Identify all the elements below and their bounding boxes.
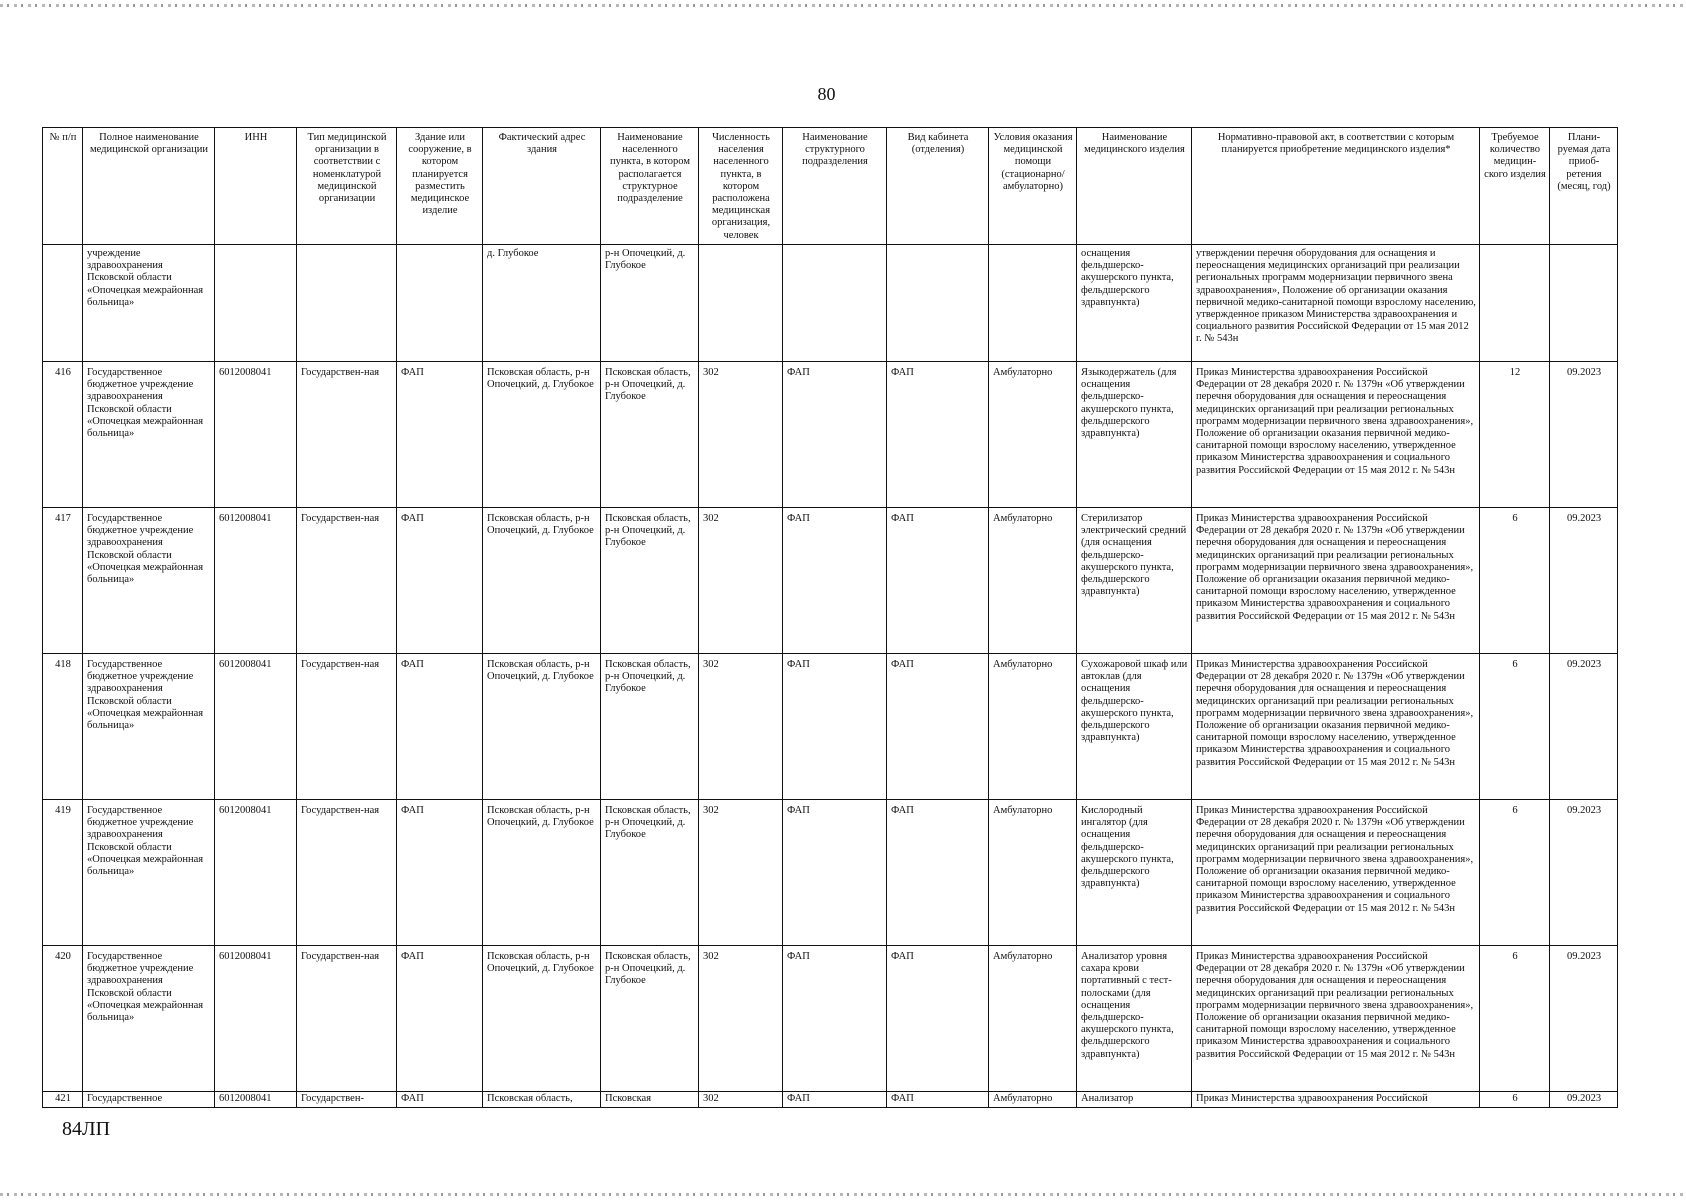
cell-cabinet: ФАП: [887, 946, 989, 1092]
header-cell: ИНН: [215, 128, 297, 245]
cell-division: ФАП: [783, 508, 887, 654]
cell-division: ФАП: [783, 1092, 887, 1108]
header-cell: № п/п: [43, 128, 83, 245]
document-code: 84ЛП: [62, 1118, 111, 1140]
equipment-table: [42, 127, 1618, 1108]
cell-settlement: Псковская область, р-н Опочецкий, д. Глубокое: [601, 654, 699, 800]
cell-type: Государствен-: [297, 1092, 397, 1108]
header-cell: Условия оказания медицинской помощи (стационарно/ амбулаторно): [989, 128, 1077, 245]
cell-type: [297, 245, 397, 362]
page-number: 80: [817, 84, 836, 104]
cell-population: [699, 245, 783, 362]
cell-device: Сухожаровой шкаф или автоклав (для оснащения фельдшерско-акушерского пункта, фельдшерского здравпункта): [1077, 654, 1192, 800]
cell-building: ФАП: [397, 946, 483, 1092]
header-cell: Полное наименование медицинской организации: [83, 128, 215, 245]
cell-qty: [1480, 245, 1550, 362]
cell-act: Приказ Министерства здравоохранения Российской Федерации от 28 декабря 2020 г. № 1379н «Об утверждении перечня оборудования для оснащения и переоснащения медицинских организаций при реализации региональных программ модернизации первичного звена здравоохранения», Положение об организации оказания первичной медико-санитарной помощи взрослому населению, утвержденное приказом Министерства здравоохранения и социального развития Российской Федерации от 15 мая 2012 г. № 543н: [1192, 654, 1480, 800]
cell-act: Приказ Министерства здравоохранения Российской Федерации от 28 декабря 2020 г. № 1379н «Об утверждении перечня оборудования для оснащения и переоснащения медицинских организаций при реализации региональных программ модернизации первичного звена здравоохранения», Положение об организации оказания первичной медико-санитарной помощи взрослому населению, утвержденное приказом Министерства здравоохранения и социального развития Российской Федерации от 15 мая 2012 г. № 543н: [1192, 508, 1480, 654]
header-cell: Наименование населенного пункта, в котором располагается структурное подразделение: [601, 128, 699, 245]
cell-inn: 6012008041: [215, 800, 297, 946]
cell-org: Государственное бюджетное учреждение здравоохранения Псковской области «Опочецкая межрайонная больница»: [83, 946, 215, 1092]
cell-conditions: Амбулаторно: [989, 362, 1077, 508]
cell-qty: 12: [1480, 362, 1550, 508]
cell-num: 421: [43, 1092, 83, 1108]
cell-qty: 6: [1480, 1092, 1550, 1108]
cell-settlement: Псковская область, р-н Опочецкий, д. Глубокое: [601, 800, 699, 946]
cell-type: Государствен-ная: [297, 508, 397, 654]
cell-division: ФАП: [783, 654, 887, 800]
cell-date: 09.2023: [1550, 946, 1618, 1092]
table-row: [43, 362, 1618, 508]
header-cell: Тип медицинской организации в соответствии с номенклатурой медицинской организации: [297, 128, 397, 245]
cell-building: ФАП: [397, 800, 483, 946]
cell-device: Стерилизатор электрический средний (для оснащения фельдшерско-акушерского пункта, фельдшерского здравпункта): [1077, 508, 1192, 654]
header-cell: Плани-руемая дата приоб-ретения (месяц, год): [1550, 128, 1618, 245]
cell-qty: 6: [1480, 654, 1550, 800]
cell-building: ФАП: [397, 1092, 483, 1108]
header-cell: Численность населения населенного пункта, в котором расположена медицинская организация, человек: [699, 128, 783, 245]
cell-cabinet: ФАП: [887, 1092, 989, 1108]
cell-org: Государственное: [83, 1092, 215, 1108]
header-cell: Наименование медицинского изделия: [1077, 128, 1192, 245]
table-row-partial: [43, 1092, 1618, 1108]
cell-date: 09.2023: [1550, 800, 1618, 946]
cell-conditions: Амбулаторно: [989, 508, 1077, 654]
cell-address: Псковская область, р-н Опочецкий, д. Глубокое: [483, 362, 601, 508]
header-cell: Здание или сооружение, в котором планируется разместить медицинское изделие: [397, 128, 483, 245]
table-row: [43, 508, 1618, 654]
cell-inn: 6012008041: [215, 654, 297, 800]
cell-type: Государствен-ная: [297, 362, 397, 508]
cell-act: Приказ Министерства здравоохранения Российской: [1192, 1092, 1480, 1108]
table-row: [43, 800, 1618, 946]
cell-cabinet: ФАП: [887, 362, 989, 508]
table-row: [43, 654, 1618, 800]
cell-cabinet: [887, 245, 989, 362]
cell-inn: 6012008041: [215, 1092, 297, 1108]
cell-num: 419: [43, 800, 83, 946]
cell-device: Анализатор: [1077, 1092, 1192, 1108]
cell-conditions: Амбулаторно: [989, 654, 1077, 800]
scan-edge-top: [0, 4, 1686, 7]
cell-conditions: Амбулаторно: [989, 946, 1077, 1092]
cell-act: Приказ Министерства здравоохранения Российской Федерации от 28 декабря 2020 г. № 1379н «Об утверждении перечня оборудования для оснащения и переоснащения медицинских организаций при реализации региональных программ модернизации первичного звена здравоохранения», Положение об организации оказания первичной медико-санитарной помощи взрослому населению, утвержденное приказом Министерства здравоохранения и социального развития Российской Федерации от 15 мая 2012 г. № 543н: [1192, 946, 1480, 1092]
table-row-continuation: [43, 245, 1618, 362]
cell-settlement: Псковская область, р-н Опочецкий, д. Глубокое: [601, 508, 699, 654]
cell-qty: 6: [1480, 508, 1550, 654]
cell-division: ФАП: [783, 946, 887, 1092]
cell-settlement: Псковская область, р-н Опочецкий, д. Глубокое: [601, 946, 699, 1092]
cell-population: 302: [699, 508, 783, 654]
cell-date: 09.2023: [1550, 362, 1618, 508]
cell-org: Государственное бюджетное учреждение здравоохранения Псковской области «Опочецкая межрайонная больница»: [83, 654, 215, 800]
cell-inn: 6012008041: [215, 362, 297, 508]
cell-num: 417: [43, 508, 83, 654]
cell-conditions: Амбулаторно: [989, 800, 1077, 946]
cell-org: Государственное бюджетное учреждение здравоохранения Псковской области «Опочецкая межрайонная больница»: [83, 800, 215, 946]
cell-date: 09.2023: [1550, 654, 1618, 800]
cell-type: Государствен-ная: [297, 654, 397, 800]
cell-inn: 6012008041: [215, 508, 297, 654]
cell-cabinet: ФАП: [887, 508, 989, 654]
cell-org: Государственное бюджетное учреждение здравоохранения Псковской области «Опочецкая межрайонная больница»: [83, 508, 215, 654]
scan-edge-bottom: [0, 1193, 1686, 1196]
cell-address: Псковская область, р-н Опочецкий, д. Глубокое: [483, 946, 601, 1092]
cell-device: Языкодержатель (для оснащения фельдшерско-акушерского пункта, фельдшерского здравпункта): [1077, 362, 1192, 508]
cell-act: Приказ Министерства здравоохранения Российской Федерации от 28 декабря 2020 г. № 1379н «Об утверждении перечня оборудования для оснащения и переоснащения медицинских организаций при реализации региональных программ модернизации первичного звена здравоохранения», Положение об организации оказания первичной медико-санитарной помощи взрослому населению, утвержденное приказом Министерства здравоохранения и социального развития Российской Федерации от 15 мая 2012 г. № 543н: [1192, 800, 1480, 946]
cell-act: Приказ Министерства здравоохранения Российской Федерации от 28 декабря 2020 г. № 1379н «Об утверждении перечня оборудования для оснащения и переоснащения медицинских организаций при реализации региональных программ модернизации первичного звена здравоохранения», Положение об организации оказания первичной медико-санитарной помощи взрослому населению, утвержденное приказом Министерства здравоохранения и социального развития Российской Федерации от 15 мая 2012 г. № 543н: [1192, 362, 1480, 508]
cell-building: ФАП: [397, 654, 483, 800]
cell-building: ФАП: [397, 508, 483, 654]
header-cell: Фактический адрес здания: [483, 128, 601, 245]
cell-type: Государствен-ная: [297, 946, 397, 1092]
cell-division: ФАП: [783, 362, 887, 508]
cell-address: Псковская область, р-н Опочецкий, д. Глубокое: [483, 654, 601, 800]
cell-date: 09.2023: [1550, 1092, 1618, 1108]
cell-org: учреждение здравоохранения Псковской области «Опочецкая межрайонная больница»: [83, 245, 215, 362]
cell-address: Псковская область, р-н Опочецкий, д. Глубокое: [483, 800, 601, 946]
cell-num: 420: [43, 946, 83, 1092]
cell-num: 418: [43, 654, 83, 800]
cell-num: [43, 245, 83, 362]
header-cell: Вид кабинета (отделения): [887, 128, 989, 245]
cell-population: 302: [699, 800, 783, 946]
cell-device: оснащения фельдшерско-акушерского пункта, фельдшерского здравпункта): [1077, 245, 1192, 362]
cell-division: ФАП: [783, 800, 887, 946]
cell-address: Псковская область, р-н Опочецкий, д. Глубокое: [483, 508, 601, 654]
cell-cabinet: ФАП: [887, 800, 989, 946]
cell-address: Псковская область,: [483, 1092, 601, 1108]
cell-device: Анализатор уровня сахара крови портативный с тест-полосками (для оснащения фельдшерско-акушерского пункта, фельдшерского здравпункта): [1077, 946, 1192, 1092]
cell-inn: 6012008041: [215, 946, 297, 1092]
cell-settlement: Псковская: [601, 1092, 699, 1108]
header-cell: Требуемое количество медицин-ского изделия: [1480, 128, 1550, 245]
table-row: [43, 946, 1618, 1092]
cell-population: 302: [699, 362, 783, 508]
cell-conditions: Амбулаторно: [989, 1092, 1077, 1108]
cell-building: ФАП: [397, 362, 483, 508]
cell-org: Государственное бюджетное учреждение здравоохранения Псковской области «Опочецкая межрайонная больница»: [83, 362, 215, 508]
cell-num: 416: [43, 362, 83, 508]
cell-inn: [215, 245, 297, 362]
cell-qty: 6: [1480, 800, 1550, 946]
cell-building: [397, 245, 483, 362]
cell-settlement: Псковская область, р-н Опочецкий, д. Глубокое: [601, 362, 699, 508]
table-header-row: [43, 128, 1618, 245]
cell-act: утверждении перечня оборудования для оснащения и переоснащения медицинских организаций при реализации региональных программ модернизации первичного звена здравоохранения», Положение об организации оказания первичной медико-санитарной помощи взрослому населению, утвержденное приказом Министерства здравоохранения и социального развития Российской Федерации от 15 мая 2012 г. № 543н: [1192, 245, 1480, 362]
cell-settlement: р-н Опочецкий, д. Глубокое: [601, 245, 699, 362]
cell-date: [1550, 245, 1618, 362]
cell-cabinet: ФАП: [887, 654, 989, 800]
cell-date: 09.2023: [1550, 508, 1618, 654]
cell-qty: 6: [1480, 946, 1550, 1092]
cell-address: д. Глубокое: [483, 245, 601, 362]
header-cell: Наименование структурного подразделения: [783, 128, 887, 245]
cell-population: 302: [699, 654, 783, 800]
cell-population: 302: [699, 946, 783, 1092]
cell-conditions: [989, 245, 1077, 362]
cell-type: Государствен-ная: [297, 800, 397, 946]
header-cell: Нормативно-правовой акт, в соответствии с которым планируется приобретение медицинского изделия*: [1192, 128, 1480, 245]
cell-device: Кислородный ингалятор (для оснащения фельдшерско-акушерского пункта, фельдшерского здравпункта): [1077, 800, 1192, 946]
cell-division: [783, 245, 887, 362]
cell-population: 302: [699, 1092, 783, 1108]
